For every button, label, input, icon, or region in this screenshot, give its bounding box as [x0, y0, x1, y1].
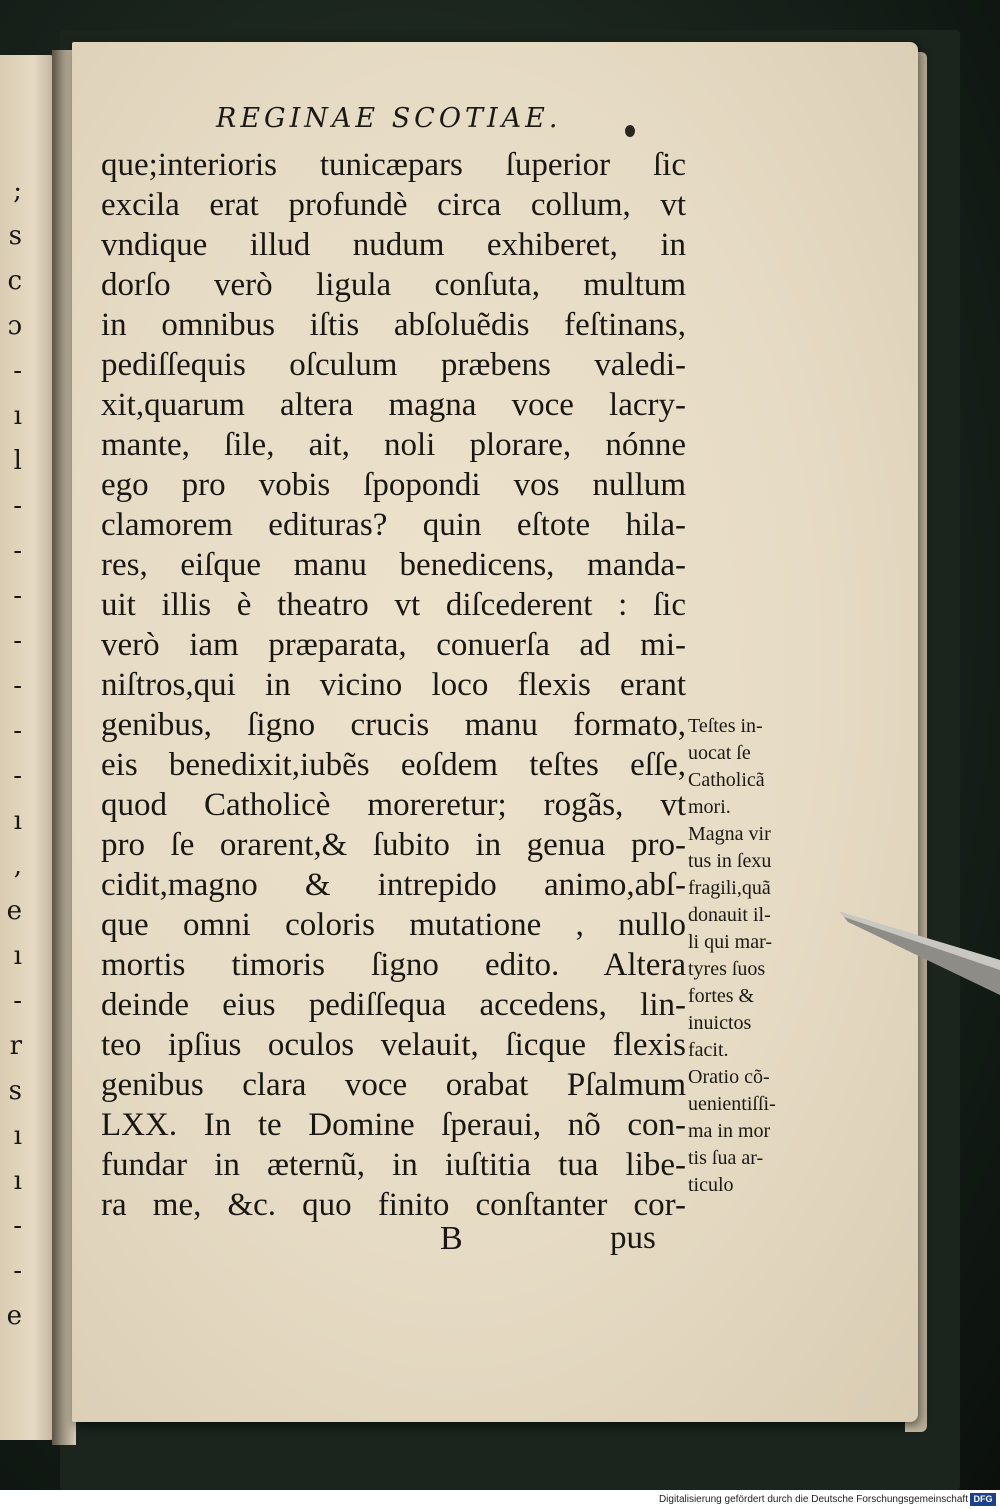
margin-note-line: Oratio cõ- — [688, 1066, 770, 1088]
text-line: verò iam præparata, conuerſa ad mi- — [101, 627, 686, 663]
text-line: que omni coloris mutatione , nullo — [101, 907, 686, 943]
left-page-fragment: , — [13, 851, 22, 881]
text-line: quod Catholicè moreretur; rogãs, vt — [101, 787, 686, 823]
text-line: pediſſequis oſculum præbens valedi- — [101, 347, 686, 383]
pointer-tool — [840, 900, 1000, 1010]
text-line: pro ſe orarent,& ſubito in genua pro- — [101, 827, 686, 863]
dfg-logo-icon: DFG — [970, 1493, 996, 1506]
margin-note-line: tyres ſuos — [688, 958, 766, 980]
left-page-fragment: ı — [13, 401, 22, 431]
text-line: vndique illud nudum exhiberet, in — [101, 227, 686, 263]
margin-note-line: Catholicã — [688, 769, 765, 791]
left-page-fragment: - — [13, 986, 22, 1016]
left-page-fragment: ı — [13, 806, 22, 836]
text-line: fundar in æternũ, in iuſtitia tua libe- — [101, 1147, 686, 1183]
text-line: xit,quarum altera magna voce lacry- — [101, 387, 686, 423]
margin-note-line: li qui mar- — [688, 931, 773, 953]
left-page-fragment: r — [9, 1031, 22, 1061]
text-line: niſtros,qui in vicino loco flexis erant — [101, 667, 686, 703]
margin-note-line: Teſtes in- — [688, 715, 763, 737]
margin-note-line: fragili,quã — [688, 877, 771, 899]
margin-note-line: ticulo — [688, 1174, 734, 1196]
left-page-fragment: - — [13, 1211, 22, 1241]
left-page-fragments — [0, 175, 22, 1332]
text-line: genibus, ſigno crucis manu formato, — [101, 707, 686, 743]
margin-note-line: donauit il- — [688, 904, 771, 926]
left-page-fragment: ɔ — [7, 311, 22, 341]
running-head: REGINAE SCOTIAE. — [216, 103, 562, 134]
left-page-fragment: s — [8, 221, 22, 251]
text-line: uit illis è theatro vt diſcederent : ſic — [101, 587, 686, 623]
text-line: eis benedixit,iubẽs eoſdem teſtes eſſe, — [101, 747, 686, 783]
margin-note-line: inuictos — [688, 1012, 752, 1034]
left-page-fragment: - — [13, 761, 22, 791]
left-page-edge — [0, 55, 56, 1440]
left-page-fragment: - — [13, 671, 22, 701]
main-text-block — [101, 145, 686, 1225]
text-line: dorſo verò ligula conſuta, multum — [101, 267, 686, 303]
text-line: genibus clara voce orabat Pſalmum — [101, 1067, 686, 1103]
left-page-fragment: c — [7, 266, 22, 296]
text-line: mante, ſile, ait, noli plorare, nónne — [101, 427, 686, 463]
left-page-fragment: - — [13, 356, 22, 386]
marginal-notes — [688, 713, 823, 1199]
margin-note-line: ma in mor — [688, 1120, 771, 1142]
text-line: mortis timoris ſigno edito. Altera — [101, 947, 686, 983]
text-line: excila erat profundè circa collum, vt — [101, 187, 686, 223]
margin-note-line: facit. — [688, 1039, 729, 1061]
catchword: pus — [610, 1220, 656, 1256]
left-page-fragment: l — [13, 446, 22, 476]
text-line: ego pro vobis ſpopondi vos nullum — [101, 467, 686, 503]
text-line: clamorem edituras? quin eſtote hila- — [101, 507, 686, 543]
left-page-fragment: ; — [13, 176, 22, 206]
margin-note-line: tis ſua ar- — [688, 1147, 764, 1169]
left-page-fragment: - — [13, 581, 22, 611]
left-page-fragment: - — [13, 626, 22, 656]
left-page-fragment: s — [8, 1076, 22, 1106]
left-page-fragment: ı — [13, 1166, 22, 1196]
text-line: que;interioris tunicæpars ſuperior ſic — [101, 147, 686, 183]
margin-note-line: tus in ſexu — [688, 850, 772, 872]
text-line: res, eiſque manu benedicens, manda- — [101, 547, 686, 583]
margin-note-line: mori. — [688, 796, 731, 818]
text-line: ra me, &c. quo finito conſtanter cor- — [101, 1187, 686, 1223]
left-page-fragment: - — [13, 536, 22, 566]
left-page-fragment: e — [6, 896, 22, 926]
signature-mark: B — [440, 1220, 463, 1257]
text-line: LXX. In te Domine ſperaui, nõ con- — [101, 1107, 686, 1143]
left-page-fragment: - — [13, 716, 22, 746]
margin-note-line: uenientiſſi- — [688, 1093, 776, 1115]
text-line: cidit,magno & intrepido animo,abſ- — [101, 867, 686, 903]
margin-note-line: Magna vir — [688, 823, 771, 845]
left-page-fragment: - — [13, 1256, 22, 1286]
text-line: teo ipſius oculos velauit, ſicque flexis — [101, 1027, 686, 1063]
left-page-fragment: ı — [13, 941, 22, 971]
left-page-fragment: - — [13, 491, 22, 521]
ink-spot — [625, 125, 635, 137]
left-page-fragment: e — [6, 1301, 22, 1331]
text-line: in omnibus iſtis abſoluẽdis feſtinans, — [101, 307, 686, 343]
text-line: deinde eius pediſſequa accedens, lin- — [101, 987, 686, 1023]
left-page-fragment: ı — [13, 1121, 22, 1151]
footer-credit: Digitalisierung gefördert durch die Deutsche Forschungsgemeinschaft — [658, 1494, 968, 1505]
margin-note-line: uocat ſe — [688, 742, 751, 764]
margin-note-line: fortes & — [688, 985, 755, 1007]
